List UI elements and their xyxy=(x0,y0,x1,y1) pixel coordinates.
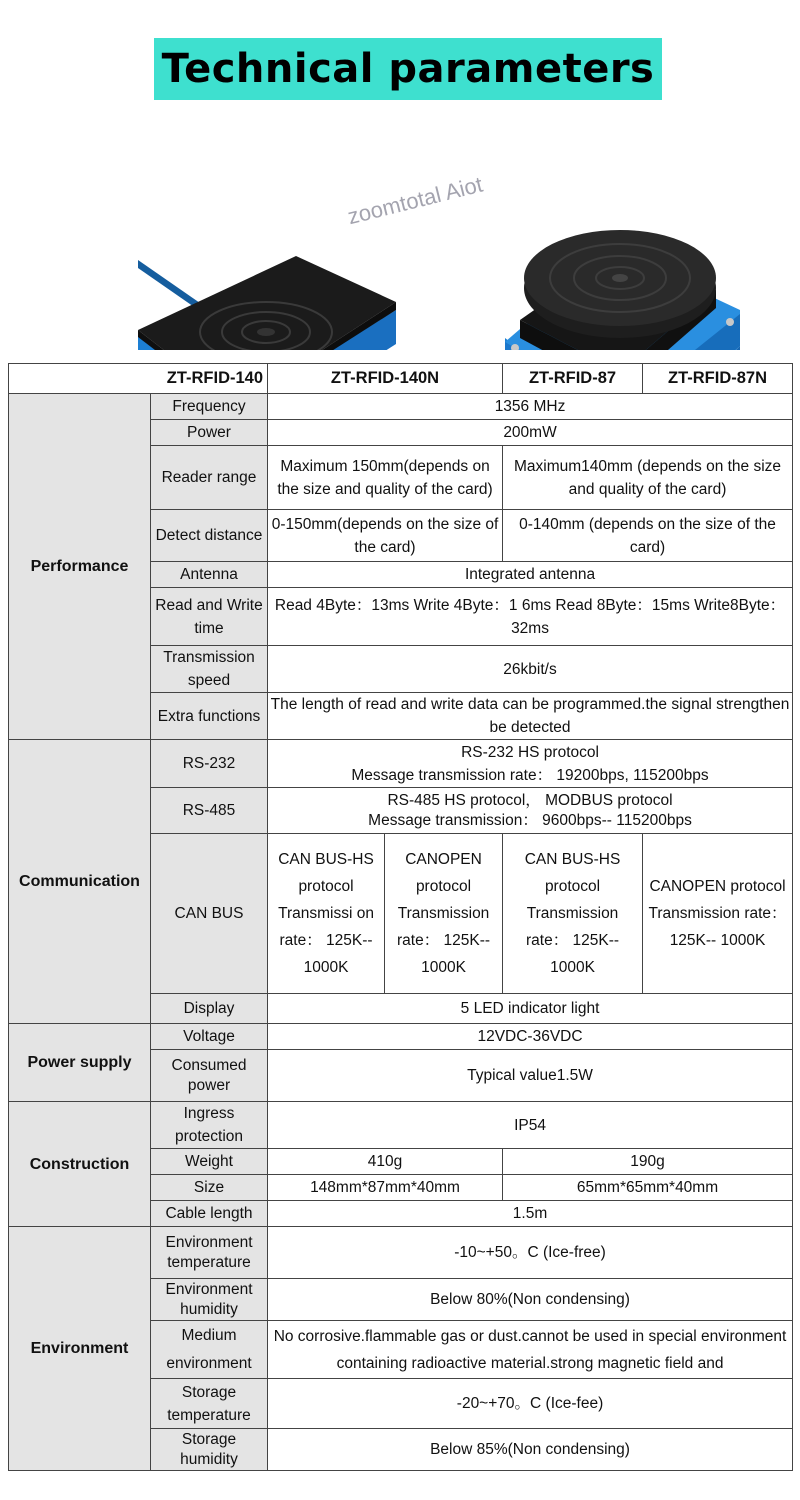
model-header-2: ZT-RFID-140N xyxy=(268,364,503,394)
value-rs232 xyxy=(268,740,793,788)
rs232-line-1: RS-232 HS protocol xyxy=(461,743,599,761)
label-display: Display xyxy=(151,994,268,1024)
value-medium: No corrosive.flammable gas or dust.cannot be used in special environment containing radioactive material.strong magnetic field and xyxy=(268,1321,793,1379)
value-size-87: 65mm*65mm*40mm xyxy=(503,1175,793,1201)
table-row xyxy=(9,1102,793,1149)
label-voltage: Voltage xyxy=(151,1024,268,1050)
model-header-3: ZT-RFID-87 xyxy=(503,364,643,394)
value-power: 200mW xyxy=(268,420,793,446)
value-extra-functions: The length of read and write data can be programmed.the signal strengthen be detected xyxy=(268,693,793,740)
value-canbus-1: CAN BUS-HS protocol Transmissi on rate： 125K-- 1000K xyxy=(268,834,385,994)
label-rs485: RS-485 xyxy=(151,788,268,834)
value-weight-87: 190g xyxy=(503,1149,793,1175)
model-header-1: ZT-RFID-140 xyxy=(9,364,268,394)
rs232-line-2: Message transmission rate： 19200bps, 115200bps xyxy=(351,766,709,784)
label-weight: Weight xyxy=(151,1149,268,1175)
value-display: 5 LED indicator light xyxy=(268,994,793,1024)
value-env-temp: -10~+50。C (Ice-free) xyxy=(268,1227,793,1279)
value-storage-humid: Below 85%(Non condensing) xyxy=(268,1429,793,1471)
table-row xyxy=(9,740,793,788)
value-weight-140: 410g xyxy=(268,1149,503,1175)
rs485-line-2: Message transmission： 9600bps-- 115200bps xyxy=(368,811,692,829)
label-storage-humid: Storage humidity xyxy=(151,1429,268,1471)
value-detect-140: 0-150mm(depends on the size of the card) xyxy=(268,510,503,562)
value-detect-87: 0-140mm (depends on the size of the card) xyxy=(503,510,793,562)
page-title: Technical parameters xyxy=(161,46,655,92)
value-antenna: Integrated antenna xyxy=(268,562,793,588)
value-canbus-3: CAN BUS-HS protocol Transmission rate： 125K-- 1000K xyxy=(503,834,643,994)
label-size: Size xyxy=(151,1175,268,1201)
label-rw-time: Read and Write time xyxy=(151,588,268,646)
label-env-humid: Environment humidity xyxy=(151,1279,268,1321)
table-row xyxy=(9,1227,793,1279)
group-construction: Construction xyxy=(9,1102,151,1227)
watermark-text: zoomtotal Aiot xyxy=(345,171,486,230)
value-tx-speed: 26kbit/s xyxy=(268,646,793,693)
label-tx-speed: Transmission speed xyxy=(151,646,268,693)
value-cable-length: 1.5m xyxy=(268,1201,793,1227)
product-rfid-87-image xyxy=(505,230,740,350)
label-cable-length: Cable length xyxy=(151,1201,268,1227)
label-env-temp: Environment temperature xyxy=(151,1227,268,1279)
value-voltage: 12VDC-36VDC xyxy=(268,1024,793,1050)
value-reader-range-140: Maximum 150mm(depends on the size and quality of the card) xyxy=(268,446,503,510)
label-reader-range: Reader range xyxy=(151,446,268,510)
group-environment: Environment xyxy=(9,1227,151,1471)
table-row xyxy=(9,394,793,420)
label-medium: Medium environment xyxy=(151,1321,268,1379)
label-consumed-power: Consumed power xyxy=(151,1050,268,1102)
label-antenna: Antenna xyxy=(151,562,268,588)
label-storage-temp: Storage temperature xyxy=(151,1379,268,1429)
value-frequency: 1356 MHz xyxy=(268,394,793,420)
label-extra-functions: Extra functions xyxy=(151,693,268,740)
rs485-line-1: RS-485 HS protocol， MODBUS protocol xyxy=(387,791,673,809)
value-consumed-power: Typical value1.5W xyxy=(268,1050,793,1102)
value-canbus-2: CANOPEN protocol Transmission rate： 125K-- 1000K xyxy=(385,834,503,994)
value-rw-time: Read 4Byte：13ms Write 4Byte：1 6ms Read 8Byte：15ms Write8Byte：32ms xyxy=(268,588,793,646)
group-performance: Performance xyxy=(9,394,151,740)
label-canbus: CAN BUS xyxy=(151,834,268,994)
product-rfid-140-image xyxy=(138,256,396,350)
value-rs485 xyxy=(268,788,793,834)
value-ingress: IP54 xyxy=(268,1102,793,1149)
model-header-row xyxy=(9,364,793,394)
label-detect-distance: Detect distance xyxy=(151,510,268,562)
label-ingress: Ingress protection xyxy=(151,1102,268,1149)
label-frequency: Frequency xyxy=(151,394,268,420)
value-storage-temp: -20~+70。C (Ice-fee) xyxy=(268,1379,793,1429)
spec-table xyxy=(8,363,793,1471)
group-power-supply: Power supply xyxy=(9,1024,151,1102)
value-env-humid: Below 80%(Non condensing) xyxy=(268,1279,793,1321)
table-row xyxy=(9,1024,793,1050)
product-photos xyxy=(0,110,800,350)
model-header-4: ZT-RFID-87N xyxy=(643,364,793,394)
label-power: Power xyxy=(151,420,268,446)
value-reader-range-87: Maximum140mm (depends on the size and quality of the card) xyxy=(503,446,793,510)
title-banner xyxy=(154,38,662,100)
value-size-140: 148mm*87mm*40mm xyxy=(268,1175,503,1201)
value-canbus-4: CANOPEN protocol Transmission rate： 125K-- 1000K xyxy=(643,834,793,994)
label-rs232: RS-232 xyxy=(151,740,268,788)
group-communication: Communication xyxy=(9,740,151,1024)
